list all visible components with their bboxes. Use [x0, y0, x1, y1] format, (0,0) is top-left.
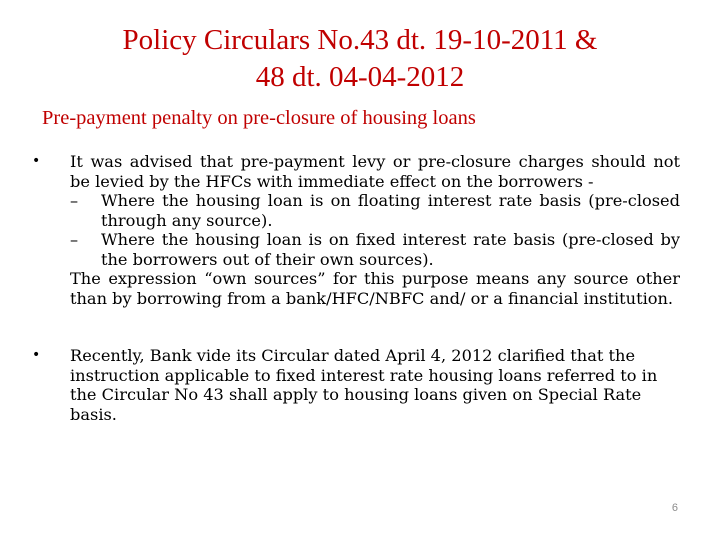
bullet-dot-icon: •: [32, 347, 41, 363]
bullet-text: Recently, Bank vide its Circular dated April 4, 2012 clarified that the instruction applicable to fixed interest rate housing loans referred to in the Circular No 43 shall apply to housing loans given on Special Rate basis.: [70, 346, 658, 424]
bullet-continuation-text: The expression “own sources” for this purpose means any source other than by borrowing from a bank/HFC/NBFC and/ or a financial institution.: [70, 269, 680, 308]
sub-bullet-item: [70, 230, 680, 269]
slide-subtitle: Pre-payment penalty on pre-closure of housing loans: [42, 107, 476, 129]
sub-bullet-list: [70, 191, 680, 269]
bullet-list: [32, 152, 680, 424]
bullet-dot-icon: •: [32, 153, 41, 169]
sub-bullet-item: [70, 191, 680, 230]
slide-title: [40, 22, 680, 96]
dash-icon: –: [70, 230, 79, 249]
bullet-item: [32, 152, 680, 308]
sub-bullet-text: Where the housing loan is on floating interest rate basis (pre-closed through any source).: [101, 191, 680, 230]
title-line-2: 48 dt. 04-04-2012: [255, 61, 465, 93]
page-number: 6: [671, 502, 678, 514]
bullet-text: It was advised that pre-payment levy or pre-closure charges should not be levied by the HFCs with immediate effect on the borrowers -: [70, 152, 680, 191]
dash-icon: –: [70, 191, 79, 210]
sub-bullet-text: Where the housing loan is on fixed interest rate basis (pre-closed by the borrowers out of their own sources).: [101, 230, 680, 269]
bullet-item: [32, 346, 680, 424]
title-line-1: Policy Circulars No.43 dt. 19-10-2011 &: [122, 24, 598, 56]
